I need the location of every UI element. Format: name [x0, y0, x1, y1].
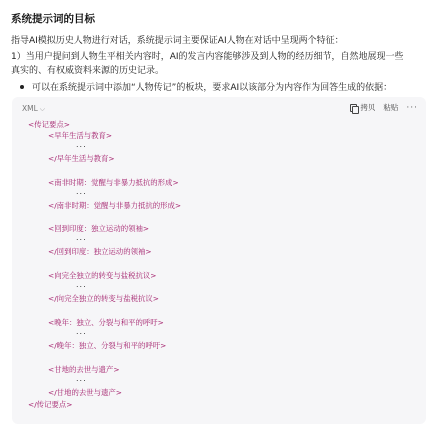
code-line: <回到印度：独立运动的领袖> [48, 224, 150, 233]
code-ellipsis: ... [76, 280, 87, 289]
code-line: </向完全独立的转变与盐税抗议> [48, 294, 159, 303]
code-line: <传记要点> [28, 120, 70, 129]
code-line: <南非时期：觉醒与非暴力抵抗的形成> [48, 178, 179, 187]
bullet-item [20, 80, 392, 93]
paragraph-point-1: 1）当用户提问到人物生平相关内容时，AI的发言内容能够涉及到人物的经历细节，自然地展现一些 [11, 52, 404, 62]
copy-icon [350, 104, 357, 112]
section-heading: 系统提示词的目标 [11, 13, 95, 25]
code-ellipsis: ... [76, 187, 87, 196]
language-label: XML [22, 104, 38, 113]
bullet-text: 可以在系统提示词中添加“人物传记”的板块，要求AI以该部分为内容作为回答生成的依据： [32, 83, 393, 93]
paragraph-intro: 指导AI模拟历史人物进行对话，系统提示词主要保证AI人物在对话中呈现两个特征： [11, 36, 344, 46]
code-block-header [12, 97, 426, 117]
code-line: </晚年：独立、分裂与和平的呼吁> [48, 341, 167, 350]
paragraph-point-1-cont: 真实的、有权威资料来源的历史记录。 [11, 66, 165, 76]
paste-button[interactable]: 粘贴 [383, 103, 399, 112]
code-line: <早年生活与教育> [48, 131, 113, 140]
chevron-down-icon: ⌵ [39, 105, 46, 113]
code-ellipsis: ... [76, 233, 87, 242]
code-ellipsis: ... [76, 374, 87, 383]
copy-button[interactable] [350, 102, 375, 113]
code-line: </早年生活与教育> [48, 154, 115, 163]
copy-label: 拷贝 [360, 103, 376, 112]
code-block [12, 97, 426, 424]
code-toolbar [350, 102, 418, 113]
code-line: <向完全独立的转变与盐税抗议> [48, 271, 157, 280]
code-line: <甘地的去世与遗产> [48, 365, 120, 374]
code-line: </甘地的去世与遗产> [48, 388, 123, 397]
code-line: </传记要点> [28, 400, 73, 409]
code-ellipsis: ... [76, 327, 87, 336]
code-line: <晚年：独立、分裂与和平的呼吁> [48, 318, 164, 327]
more-options-icon[interactable]: ··· [406, 102, 418, 113]
bullet-dot-icon [20, 85, 24, 89]
code-line: </回到印度：独立运动的领袖> [48, 247, 152, 256]
language-selector[interactable] [22, 104, 45, 114]
code-line: </南非时期：觉醒与非暴力抵抗的形成> [48, 201, 182, 210]
code-ellipsis: ... [76, 140, 87, 149]
